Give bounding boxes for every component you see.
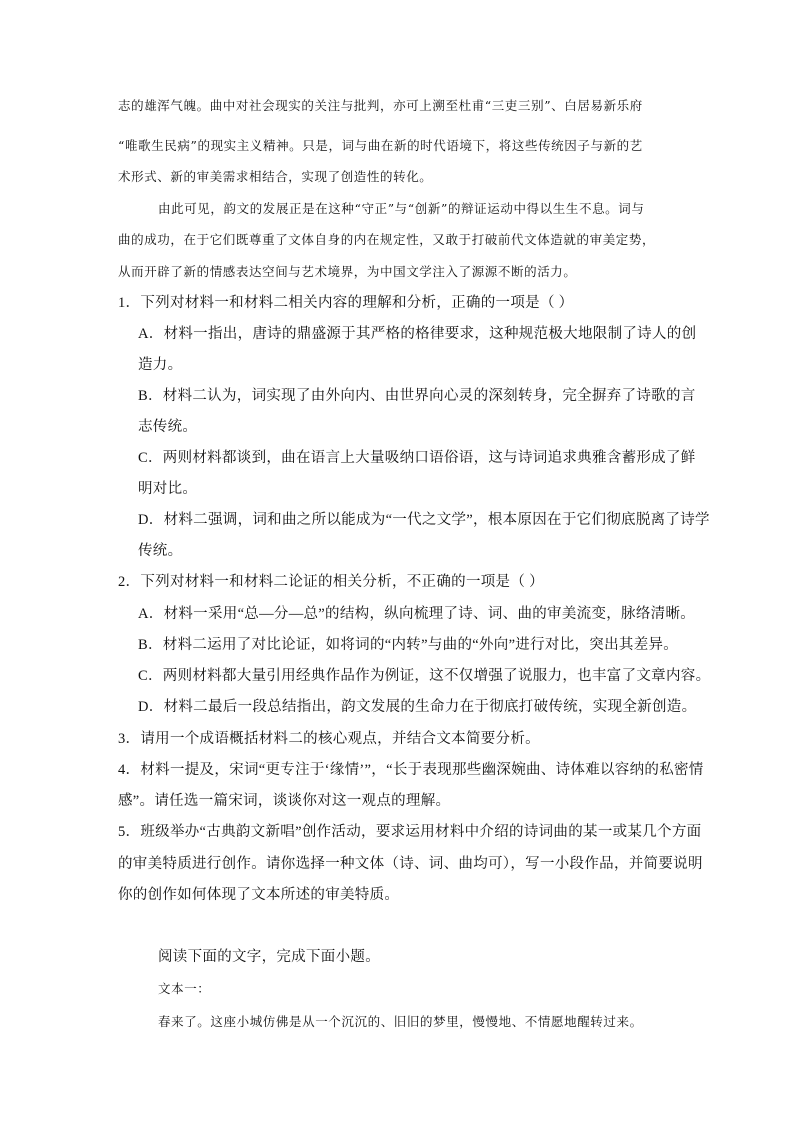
question-1-option-d-cont: 传统。	[138, 543, 183, 559]
question-1-option-d: D．材料二强调，词和曲之所以能成为“一代之文学”，根本原因在于它们彻底脱离了诗学	[138, 512, 710, 528]
passage-line: 曲的成功，在于它们既尊重了文体自身的内在规定性，又敢于打破前代文体造就的审美定势，	[118, 232, 656, 247]
question-1-option-b: B．材料二认为，词实现了由外向内、由世界向心灵的深刻转身，完全摒弃了诗歌的言	[138, 388, 696, 404]
question-3-stem: 3．请用一个成语概括材料二的核心观点，并结合文本简要分析。	[118, 731, 540, 747]
question-1-option-c: C．两则材料都谈到，曲在语言上大量吸纳口语俗语，这与诗词追求典雅含蓄形成了鲜	[138, 450, 696, 466]
question-2-option-a: A．材料一采用“总—分—总”的结构，纵向梳理了诗、词、曲的审美流变，脉络清晰。	[138, 606, 696, 622]
text-label: 文本一：	[158, 981, 211, 996]
question-5-stem-cont: 你的创作如何体现了文本所述的审美特质。	[118, 887, 400, 903]
question-2-option-c: C．两则材料都大量引用经典作品作为例证，这不仅增强了说服力，也丰富了文章内容。	[138, 668, 711, 684]
question-5-stem: 5．班级举办“古典韵文新唱”创作活动，要求运用材料中介绍的诗词曲的某一或某几个方面	[118, 824, 702, 840]
question-4-stem-cont: 感”。请任选一篇宋词，谈谈你对这一观点的理解。	[118, 793, 451, 809]
question-1-option-b-cont: 志传统。	[138, 419, 198, 435]
question-1-stem: 1．下列对材料一和材料二相关内容的理解和分析，正确的一项是（ ）	[118, 295, 574, 311]
reading-instruction: 阅读下面的文字，完成下面小题。	[158, 949, 380, 965]
question-1-option-c-cont: 明对比。	[138, 481, 198, 497]
passage-line: 由此可见，韵文的发展正是在这种“守正”与“创新”的辩证运动中得以生生不息。词与	[158, 201, 645, 216]
passage-line: “唯歌生民病”的现实主义精神。只是，词与曲在新的时代语境下，将这些传统因子与新的艺	[118, 138, 643, 153]
passage-line: 术形式、新的审美需求相结合，实现了创造性的转化。	[118, 169, 433, 184]
text-first-line: 春来了。这座小城仿佛是从一个沉沉的、旧旧的梦里，慢慢地、不情愿地醒转过来。	[158, 1014, 643, 1029]
question-2-option-d: D．材料二最后一段总结指出，韵文发展的生命力在于彻底打破传统，实现全新创造。	[138, 699, 697, 715]
question-1-option-a-cont: 造力。	[138, 357, 183, 373]
question-2-option-b: B．材料二运用了对比论证，如将词的“内转”与曲的“外向”进行对比，突出其差异。	[138, 637, 679, 653]
question-2-stem: 2．下列对材料一和材料二论证的相关分析，不正确的一项是（ ）	[118, 574, 544, 590]
passage-line: 志的雄浑气魄。曲中对社会现实的关注与批判，亦可上溯至杜甫“三吏三别”、白居易新乐府	[118, 98, 643, 113]
question-5-stem-cont: 的审美特质进行创作。请你选择一种文体（诗、词、曲均可），写一小段作品，并简要说明	[118, 856, 703, 872]
passage-line: 从而开辟了新的情感表达空间与艺术境界，为中国文学注入了源源不断的活力。	[118, 264, 577, 279]
question-1-option-a: A．材料一指出，唐诗的鼎盛源于其严格的格律要求，这种规范极大地限制了诗人的创	[138, 326, 697, 342]
question-4-stem: 4．材料一提及，宋词“更专注于‘缘情’”，“长于表现那些幽深婉曲、诗体难以容纳的私密情	[118, 762, 704, 778]
